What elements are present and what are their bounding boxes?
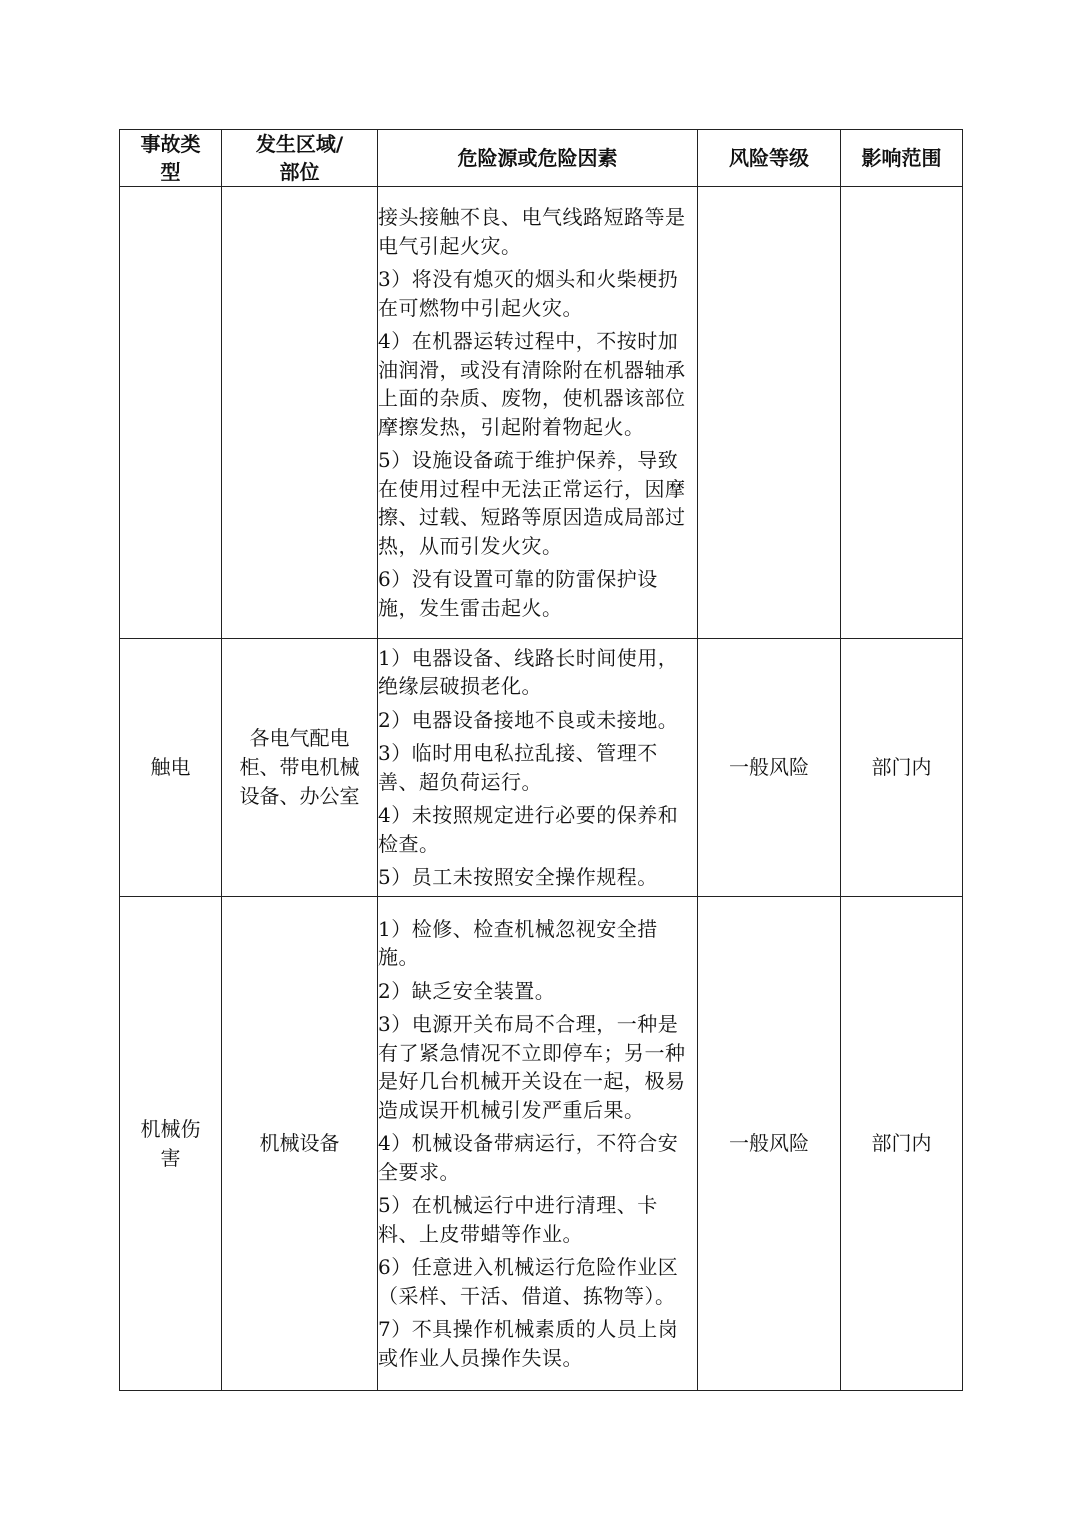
- area-cell: 机械设备: [222, 897, 378, 1391]
- hazard-item: 1）电器设备、线路长时间使用，绝缘层破损老化。: [378, 645, 679, 698]
- hazard-item: 4）未按照规定进行必要的保养和检查。: [378, 803, 679, 856]
- hazard-cell: [378, 639, 698, 897]
- header-accident-type: 事故类型: [120, 130, 222, 187]
- hazard-item: 3）临时用电私拉乱接、管理不善、超负荷运行。: [378, 741, 658, 794]
- hazard-item: 5）员工未按照安全操作规程。: [378, 865, 658, 889]
- risk-level-cell: 一般风险: [698, 897, 841, 1391]
- hazard-item: 4）机械设备带病运行，不符合安全要求。: [378, 1131, 679, 1184]
- accident-type-cell: 机械伤害: [120, 897, 222, 1391]
- scope-cell: 部门内: [841, 639, 963, 897]
- table-row: [120, 897, 963, 1391]
- risk-table: [119, 129, 963, 1391]
- hazard-item: 2）缺乏安全装置。: [378, 978, 556, 1003]
- header-row: [120, 130, 963, 187]
- table-row: [120, 639, 963, 897]
- header-scope: 影响范围: [841, 130, 963, 187]
- hazard-item: 接头接触不良、电气线路短路等是电气引起火灾。: [378, 205, 686, 258]
- area-cell: 各电气配电柜、带电机械设备、办公室: [222, 639, 378, 897]
- hazard-cell: [378, 897, 698, 1391]
- header-area: 发生区域/部位: [222, 130, 378, 187]
- risk-level-cell: [698, 187, 841, 639]
- hazard-item: 7）不具操作机械素质的人员上岗或作业人员操作失误。: [378, 1317, 679, 1370]
- risk-level-cell: 一般风险: [698, 639, 841, 897]
- hazard-item: 3）电源开关布局不合理，一种是有了紧急情况不立即停车；另一种是好几台机械开关设在一起，极易造成误开机械引发严重后果。: [378, 1012, 686, 1122]
- hazard-item: 5）在机械运行中进行清理、卡料、上皮带蜡等作业。: [378, 1193, 658, 1246]
- hazard-item: 4）在机器运转过程中，不按时加油润滑，或没有清除附在机器轴承上面的杂质、废物，使机器该部位摩擦发热，引起附着物起火。: [378, 329, 686, 439]
- hazard-item: 6）没有设置可靠的防雷保护设施，发生雷击起火。: [378, 567, 658, 620]
- table-row: [120, 187, 963, 639]
- hazard-cell: [378, 187, 698, 639]
- hazard-item: 2）电器设备接地不良或未接地。: [378, 707, 679, 732]
- hazard-item: 3）将没有熄灭的烟头和火柴梗扔在可燃物中引起火灾。: [378, 267, 679, 320]
- accident-type-cell: 触电: [120, 639, 222, 897]
- hazard-item: 5）设施设备疏于维护保养，导致在使用过程中无法正常运行，因摩擦、过载、短路等原因造成局部过热，从而引发火灾。: [378, 448, 686, 558]
- scope-cell: [841, 187, 963, 639]
- hazard-item: 1）检修、检查机械忽视安全措施。: [378, 916, 658, 970]
- header-risk-level: 风险等级: [698, 130, 841, 187]
- hazard-item: 6）任意进入机械运行危险作业区（采样、干活、借道、拣物等）。: [378, 1255, 679, 1308]
- header-hazard: 危险源或危险因素: [378, 130, 698, 187]
- accident-type-cell: [120, 187, 222, 639]
- scope-cell: 部门内: [841, 897, 963, 1391]
- area-cell: [222, 187, 378, 639]
